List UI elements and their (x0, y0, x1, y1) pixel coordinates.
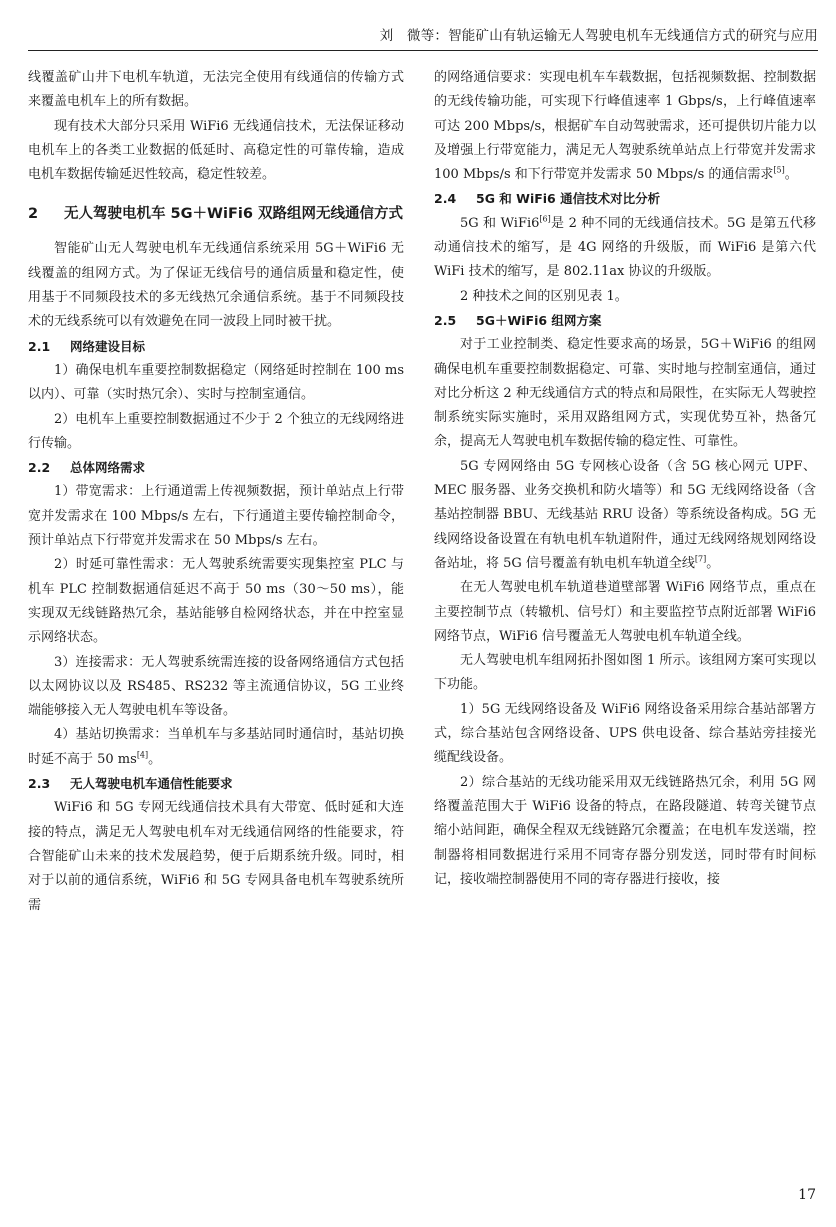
paragraph (434, 455, 816, 576)
subsection-heading (28, 456, 404, 480)
paragraph: 3）连接需求：无人驾驶系统需连接的设备网络通信方式包括以太网协议以及 RS485、RS232 等主流通信协议，5G 工业终端能够接入无人驾驶电机车等设备。 (28, 654, 404, 719)
paragraph: WiFi6 和 5G 专网无线通信技术具有大带宽、低时延和大连接的特点，满足无人驾驶电机车对无线通信网络的性能要求，符合智能矿山未来的技术发展趋势，便于后期系统升级。同时，相对于以前的通信系统，WiFi6 和 5G 专网具备电机车驾驶系统所需 (28, 800, 404, 913)
subsection-title: 5G 和 WiFi6 通信技术对比分析 (476, 191, 661, 207)
subsection-title: 无人驾驶电机车通信性能要求 (70, 776, 233, 792)
subsection-title: 总体网络需求 (70, 460, 146, 476)
subsection-number: 2.3 (28, 776, 51, 792)
paragraph: 无人驾驶电机车组网拓扑图如图 1 所示。该组网方案可实现以下功能。 (434, 653, 816, 693)
paragraph: 2 种技术之间的区别见表 1。 (460, 288, 628, 304)
citation: [7] (694, 554, 707, 564)
subsection-title: 网络建设目标 (70, 338, 146, 354)
paragraph: 在无人驾驶电机车轨道巷道壁部署 WiFi6 网络节点，重点在主要控制节点（转辙机、信号灯）和主要监控节点附近部署 WiFi6 网络节点，WiFi6 信号覆盖无人驾驶电机车轨道全线。 (434, 580, 816, 644)
section-heading (28, 201, 404, 227)
paragraph-text: 的网络通信要求：实现电机车车载数据，包括视频数据、控制数据的无线传输功能，可实现下行峰值速率 1 Gbps/s，上行峰值速率可达 200 Mbps/s，根据矿车自动驾驶需求，还可提供切片能力以及增强上行带宽能力，满足无人驾驶系统单站点上行带宽并发需求 100 Mbps/s 和下行带宽并发需求 50 Mbps/s 的通信需求 (434, 70, 816, 183)
paragraph: 现有技术大部分只采用 WiFi6 无线通信技术，无法保证移动电机车上的各类工业数据的低延时、高稳定性的可靠传输，造成电机车数据传输延迟性较高，稳定性较差。 (28, 118, 404, 183)
paragraph: 2）综合基站的无线功能采用双无线链路热冗余，利用 5G 网络覆盖范围大于 WiFi6 设备的特点，在路段隧道、转弯关键节点缩小站间距，确保全程双无线链路冗余覆盖；在电机车发送端，控制器将相同数据进行采用不同寄存器分别发送，同时带有时间标记，接收端控制器使用不同的寄存器进行接收，接 (434, 774, 816, 887)
paragraph: 2）电机车上重要控制数据通过不少于 2 个独立的无线网络进行传输。 (28, 411, 404, 451)
subsection-number: 2.4 (434, 191, 457, 207)
header-text: 刘 微等：智能矿山有轨运输无人驾驶电机车无线通信方式的研究与应用 (379, 28, 818, 44)
section-number: 2 (28, 206, 39, 223)
paragraph-end: 。 (148, 751, 162, 767)
subsection-heading (28, 772, 404, 796)
paragraph: 1）带宽需求：上行通道需上传视频数据，预计单站点上行带宽并发需求在 100 Mbps/s 左右，下行通道主要传输控制命令，预计单站点下行带宽并发需求在 50 Mbps/s 左右。 (28, 484, 404, 549)
running-header (0, 0, 836, 50)
citation: [6] (539, 214, 551, 224)
paragraph-text: 是 2 种不同的无线通信技术。5G 是第五代移动通信技术的缩写，是 4G 网络的升级版，而 WiFi6 是第六代 WiFi 技术的缩写，是 802.11ax 协议的升级版。 (434, 215, 816, 280)
paragraph: 1）5G 无线网络设备及 WiFi6 网络设备采用综合基站部署方式，综合基站包含网络设备、UPS 供电设备、综合基站旁挂接光缆配线设备。 (434, 701, 816, 766)
right-column (434, 66, 816, 892)
paragraph-end: 。 (784, 167, 798, 183)
paragraph-text: 5G 和 WiFi6 (460, 215, 540, 231)
subsection-heading (434, 187, 816, 211)
page-number: 17 (798, 1187, 816, 1203)
paragraph (434, 212, 816, 285)
subsection-heading (28, 335, 404, 359)
paragraph: 1）确保电机车重要控制数据稳定（网络延时控制在 100 ms 以内）、可靠（实时热冗余）、实时与控制室通信。 (28, 362, 404, 403)
paragraph-text: 4）基站切换需求：当单机车与多基站同时通信时，基站切换时延不高于 50 ms (28, 727, 404, 767)
paragraph (28, 723, 404, 772)
subsection-heading (434, 309, 816, 333)
citation: [4] (136, 750, 149, 760)
citation: [5] (773, 165, 785, 175)
subsection-title: 5G＋WiFi6 组网方案 (476, 312, 602, 328)
subsection-number: 2.1 (28, 338, 51, 354)
paragraph: 对于工业控制类、稳定性要求高的场景，5G＋WiFi6 的组网确保电机车重要控制数据稳定、可靠、实时地与控制室通信，通过对比分析这 2 种无线通信方式的特点和局限性，在实际无人驾驶控制系统实际实施时，采用双路组网方式，实现优势互补，热备冗余，提高无人驾驶电机车数据传输的稳定性、可靠性。 (434, 337, 816, 450)
paragraph-end: 。 (706, 555, 720, 571)
subsection-number: 2.2 (28, 460, 51, 476)
paragraph: 智能矿山无人驾驶电机车无线通信系统采用 5G＋WiFi6 无线覆盖的组网方式。为了保证无线信号的通信质量和稳定性，使用基于不同频段技术的多无线热冗余通信系统。基于不同频段技术的无线系统可以有效避免在同一波段上同时被干扰。 (28, 241, 404, 330)
paragraph (434, 66, 816, 187)
section-title: 无人驾驶电机车 5G＋WiFi6 双路组网无线通信方式 (64, 206, 404, 223)
left-column (28, 66, 404, 918)
paragraph: 2）时延可靠性需求：无人驾驶系统需要实现集控室 PLC 与机车 PLC 控制数据通信延迟不高于 50 ms（30～50 ms），能实现双无线链路热冗余，基站能够自检网络状态，并在中控室显示网络状态。 (28, 557, 404, 646)
subsection-number: 2.5 (434, 312, 457, 328)
header-rule (28, 50, 818, 51)
paragraph-text: 5G 专网网络由 5G 专网核心设备（含 5G 核心网元 UPF、MEC 服务器、业务交换机和防火墙等）和 5G 无线网络设备（含基站控制器 BBU、无线基站 RRU 设备）等系统设备构成。5G 无线网络设备设置在有轨电机车轨道附件，通过无线网络规划网络设备站址，将 5G 信号覆盖有轨电机车轨道全线 (434, 458, 816, 571)
paragraph: 线覆盖矿山井下电机车轨道，无法完全使用有线通信的传输方式来覆盖电机车上的所有数据。 (28, 70, 404, 110)
